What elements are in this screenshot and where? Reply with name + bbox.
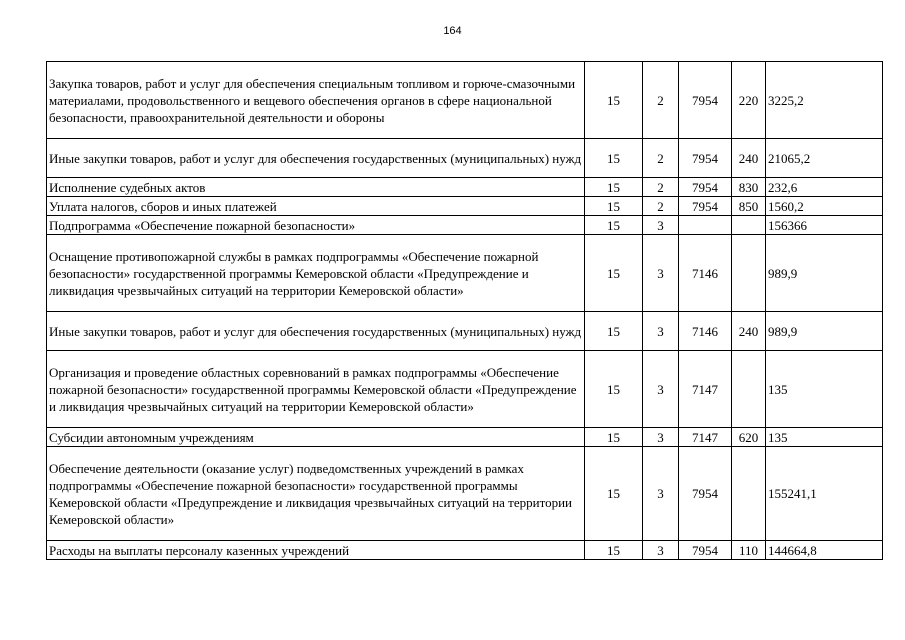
row-expense-type-cell: 830 bbox=[732, 178, 766, 197]
row-expense-type-cell: 850 bbox=[732, 197, 766, 216]
row-name-cell: Иные закупки товаров, работ и услуг для обеспечения государственных (муниципальных) нужд bbox=[47, 139, 585, 178]
row-amount-cell: 3225,2 bbox=[766, 62, 883, 139]
row-name-cell: Обеспечение деятельности (оказание услуг) подведомственных учреждений в рамках подпрограммы «Обеспечение пожарной безопасности» государственной программы Кемеровской области «Предупреждение и ликвидация чрезвычайных ситуаций на территории Кемеровской области» bbox=[47, 447, 585, 541]
row-expense-type-cell: 240 bbox=[732, 139, 766, 178]
row-section-cell: 15 bbox=[585, 447, 643, 541]
row-expense-type-cell: 240 bbox=[732, 312, 766, 351]
row-target-article-cell: 7954 bbox=[679, 541, 732, 560]
row-subsection-cell: 3 bbox=[643, 351, 679, 428]
row-target-article-cell bbox=[679, 216, 732, 235]
row-name-cell: Исполнение судебных актов bbox=[47, 178, 585, 197]
row-expense-type-cell bbox=[732, 235, 766, 312]
budget-table bbox=[46, 61, 883, 560]
row-section-cell: 15 bbox=[585, 235, 643, 312]
row-name-cell: Субсидии автономным учреждениям bbox=[47, 428, 585, 447]
table-row bbox=[47, 139, 883, 178]
row-section-cell: 15 bbox=[585, 351, 643, 428]
table-row bbox=[47, 428, 883, 447]
row-target-article-cell: 7954 bbox=[679, 447, 732, 541]
table-row bbox=[47, 197, 883, 216]
row-name-cell: Уплата налогов, сборов и иных платежей bbox=[47, 197, 585, 216]
row-subsection-cell: 3 bbox=[643, 235, 679, 312]
row-subsection-cell: 3 bbox=[643, 216, 679, 235]
row-name-cell: Организация и проведение областных соревнований в рамках подпрограммы «Обеспечение пожарной безопасности» государственной программы Кемеровской области «Предупреждение и ликвидация чрезвычайных ситуаций на территории Кемеровской области» bbox=[47, 351, 585, 428]
row-expense-type-cell bbox=[732, 216, 766, 235]
row-amount-cell: 989,9 bbox=[766, 235, 883, 312]
row-amount-cell: 1560,2 bbox=[766, 197, 883, 216]
row-name-cell: Подпрограмма «Обеспечение пожарной безопасности» bbox=[47, 216, 585, 235]
table-row bbox=[47, 235, 883, 312]
row-section-cell: 15 bbox=[585, 312, 643, 351]
row-section-cell: 15 bbox=[585, 428, 643, 447]
table-row bbox=[47, 541, 883, 560]
row-subsection-cell: 3 bbox=[643, 447, 679, 541]
row-name-cell: Закупка товаров, работ и услуг для обеспечения специальным топливом и горюче-смазочными материалами, продовольственного и вещевого обеспечения органов в сфере национальной безопасности, правоохранительной деятельности и обороны bbox=[47, 62, 585, 139]
row-target-article-cell: 7954 bbox=[679, 197, 732, 216]
row-expense-type-cell: 620 bbox=[732, 428, 766, 447]
row-expense-type-cell: 220 bbox=[732, 62, 766, 139]
row-section-cell: 15 bbox=[585, 62, 643, 139]
row-subsection-cell: 2 bbox=[643, 62, 679, 139]
table-row bbox=[47, 312, 883, 351]
row-section-cell: 15 bbox=[585, 216, 643, 235]
row-amount-cell: 989,9 bbox=[766, 312, 883, 351]
table-row bbox=[47, 351, 883, 428]
row-target-article-cell: 7146 bbox=[679, 312, 732, 351]
table-row bbox=[47, 447, 883, 541]
row-amount-cell: 144664,8 bbox=[766, 541, 883, 560]
row-target-article-cell: 7147 bbox=[679, 351, 732, 428]
row-expense-type-cell bbox=[732, 351, 766, 428]
row-section-cell: 15 bbox=[585, 541, 643, 560]
row-target-article-cell: 7954 bbox=[679, 62, 732, 139]
row-amount-cell: 135 bbox=[766, 428, 883, 447]
row-amount-cell: 21065,2 bbox=[766, 139, 883, 178]
row-subsection-cell: 3 bbox=[643, 541, 679, 560]
row-amount-cell: 135 bbox=[766, 351, 883, 428]
row-amount-cell: 155241,1 bbox=[766, 447, 883, 541]
row-subsection-cell: 3 bbox=[643, 312, 679, 351]
row-subsection-cell: 2 bbox=[643, 178, 679, 197]
row-target-article-cell: 7147 bbox=[679, 428, 732, 447]
row-target-article-cell: 7146 bbox=[679, 235, 732, 312]
row-section-cell: 15 bbox=[585, 178, 643, 197]
row-subsection-cell: 2 bbox=[643, 139, 679, 178]
page-number: 164 bbox=[443, 25, 462, 37]
table-row bbox=[47, 178, 883, 197]
table-row bbox=[47, 216, 883, 235]
row-name-cell: Иные закупки товаров, работ и услуг для обеспечения государственных (муниципальных) нужд bbox=[47, 312, 585, 351]
row-amount-cell: 232,6 bbox=[766, 178, 883, 197]
table-row bbox=[47, 62, 883, 139]
row-subsection-cell: 2 bbox=[643, 197, 679, 216]
row-amount-cell: 156366 bbox=[766, 216, 883, 235]
row-target-article-cell: 7954 bbox=[679, 178, 732, 197]
row-target-article-cell: 7954 bbox=[679, 139, 732, 178]
row-section-cell: 15 bbox=[585, 197, 643, 216]
row-name-cell: Оснащение противопожарной службы в рамках подпрограммы «Обеспечение пожарной безопасности» государственной программы Кемеровской области «Предупреждение и ликвидация чрезвычайных ситуаций на территории Кемеровской области» bbox=[47, 235, 585, 312]
row-name-cell: Расходы на выплаты персоналу казенных учреждений bbox=[47, 541, 585, 560]
row-subsection-cell: 3 bbox=[643, 428, 679, 447]
row-section-cell: 15 bbox=[585, 139, 643, 178]
row-expense-type-cell: 110 bbox=[732, 541, 766, 560]
row-expense-type-cell bbox=[732, 447, 766, 541]
